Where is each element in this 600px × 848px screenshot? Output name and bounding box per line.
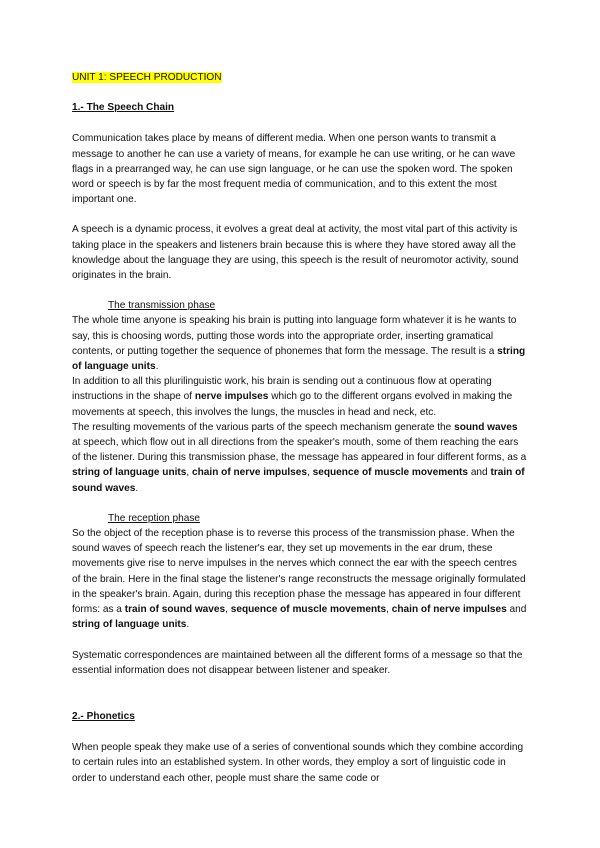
section-heading-phonetics: 2.- Phonetics	[72, 710, 135, 722]
term-chain-of-nerve-impulses: chain of nerve impulses	[192, 467, 308, 479]
term-string-of-language-units: string of language units	[72, 467, 187, 479]
term-sequence-of-muscle-movements: sequence of muscle movements	[230, 604, 387, 616]
paragraph-phonetics: When people speak they make use of a series of conventional sounds which they combine according to certain rules into an established system. In other words, they employ a sort of linguistic code in order to understand each other, people must share the same code or	[72, 742, 524, 784]
unit-title-highlight: UNIT 1: SPEECH PRODUCTION	[72, 72, 222, 83]
term-nerve-impulses: nerve impulses	[194, 391, 269, 403]
paragraph-reception: So the object of the reception phase is to reverse this process of the transmission phase. When the sound waves of speech reach the listener's ear, they set up movements in the ear drum, these movements give rise to nerve impulses in the nerves which connect the ear with the speech centres of the brain. Here in the final stage the listener's range reconstructs the message originally formulated in the speaker's brain. Again, during this reception phase the message has appeared in four different forms: as a train of sound waves, sequence of muscle movements, chain of nerve impulses and string of language units.	[72, 528, 527, 631]
subheading-transmission-phase: The transmission phase	[108, 300, 216, 312]
term-train-of-sound-waves: train of sound waves	[72, 467, 525, 494]
paragraph-dynamic-process: A speech is a dynamic process, it evolves a great deal at activity, the most vital part of this activity is taking place in the speakers and listeners brain because this is where they have stored away all the knowledge about the language they are using, this speech is the result of neuromotor activity, sound originates in the brain.	[72, 224, 519, 282]
paragraph-transmission-2: In addition to all this plurilinguistic work, his brain is sending out a continuous flow at operating instructions in the shape of nerve impulses which go to the different organs evolved in making the movements at speech, this involves the lungs, the muscles in head and neck, etc.	[72, 376, 513, 418]
subheading-reception-phase: The reception phase	[108, 512, 201, 524]
term-string-of-language-units: string of language units	[72, 619, 187, 631]
term-sequence-of-muscle-movements: sequence of muscle movements	[312, 467, 469, 479]
unit-title	[72, 70, 527, 85]
document-body	[72, 70, 527, 786]
paragraph-transmission-1: The whole time anyone is speaking his brain is putting into language form whatever it is he wants to say, this is choosing words, putting those words into the appropriate order, inserting gramatical contents, or putting together the sequence of phonemes that form the message. The result is a string of language units.	[72, 315, 526, 373]
term-sound-waves: sound waves	[454, 421, 518, 433]
section-heading-speech-chain: 1.- The Speech Chain	[72, 102, 175, 114]
term-train-of-sound-waves: train of sound waves	[124, 604, 226, 616]
term-chain-of-nerve-impulses: chain of nerve impulses	[391, 604, 507, 616]
paragraph-communication: Communication takes place by means of different media. When one person wants to transmit a message to another he can use a variety of means, for example he can use writing, or he can wave flags in a prearranged way, he can use sign language, or he can use the spoken word. The spoken word or speech is by far the most frequent media of communication, and to this extent the most important one.	[72, 133, 516, 206]
paragraph-systematic-correspondences: Systematic correspondences are maintained between all the different forms of a message so that the essential information does not disappear between listener and speaker.	[72, 649, 523, 676]
paragraph-transmission-3: The resulting movements of the various parts of the speech mechanism generate the sound waves at speech, which flow out in all directions from the speaker's mouth, some of them reaching the ears of the listener. During this transmission phase, the message has appeared in four different forms, as a string of language units, chain of nerve impulses, sequence of muscle movements and train of sound waves.	[72, 421, 527, 494]
term-string-of-language-units: string of language units	[72, 345, 526, 373]
